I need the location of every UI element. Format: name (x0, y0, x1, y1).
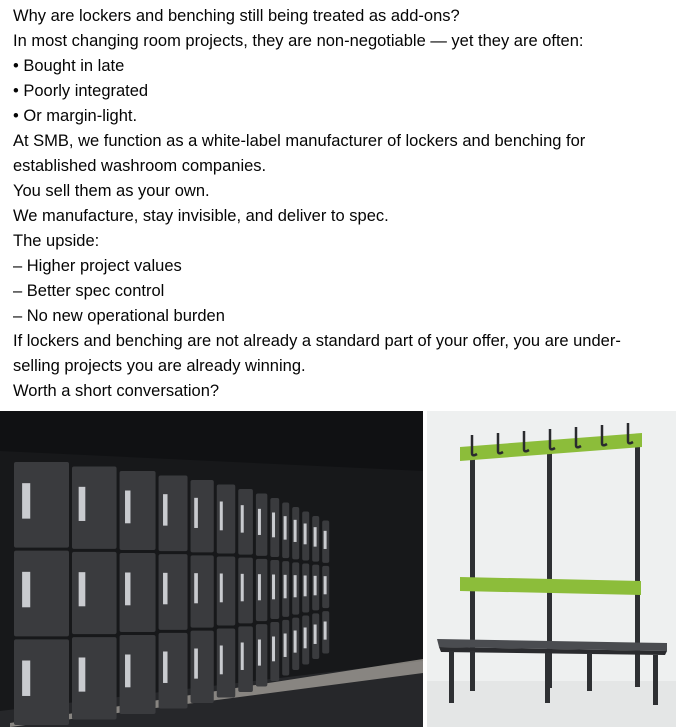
locker-door (191, 631, 214, 703)
keypad-lock (163, 652, 167, 683)
keypad-lock (220, 646, 223, 675)
locker-door (256, 559, 267, 621)
keypad-lock (163, 573, 167, 604)
keypad-lock (314, 625, 317, 644)
lockers-illustration (0, 411, 423, 727)
keypad-lock (125, 491, 130, 524)
keypad-lock (314, 527, 317, 546)
keypad-lock (79, 658, 86, 692)
locker-door (120, 553, 156, 632)
post-line: Why are lockers and benching still being treated as add-ons? (13, 7, 460, 25)
keypad-lock (324, 576, 327, 594)
locker-door (159, 554, 188, 630)
keypad-lock (258, 574, 261, 600)
keypad-lock (22, 572, 30, 607)
keypad-lock (125, 573, 130, 606)
keypad-lock (241, 643, 244, 670)
locker-door (217, 557, 236, 626)
locker-door (120, 635, 156, 714)
locker-door (217, 629, 236, 698)
keypad-lock (125, 655, 130, 688)
post-line: We manufacture, stay invisible, and deliver to spec. (13, 207, 389, 225)
keypad-lock (314, 576, 317, 595)
post-line: The upside: (13, 232, 100, 250)
post-line: – No new operational burden (13, 307, 225, 325)
keypad-lock (163, 494, 167, 525)
locker-door (238, 489, 253, 555)
keypad-lock (22, 483, 30, 518)
post-line: • Poorly integrated (13, 82, 149, 100)
locker-door (256, 494, 267, 556)
bench-photo[interactable] (427, 411, 676, 727)
post-line: Worth a short conversation? (13, 382, 220, 400)
keypad-lock (220, 502, 223, 531)
post-line: selling projects you are already winning. (13, 357, 306, 375)
post-line: • Or margin-light. (13, 107, 138, 125)
keypad-lock (220, 574, 223, 603)
keypad-lock (194, 649, 198, 679)
locker-door (238, 626, 253, 692)
post-text (13, 4, 668, 404)
keypad-lock (272, 575, 275, 600)
keypad-lock (284, 516, 287, 539)
locker-door (256, 624, 267, 686)
keypad-lock (241, 574, 244, 601)
keypad-lock (324, 622, 327, 640)
keypad-lock (284, 634, 287, 657)
keypad-lock (294, 631, 297, 653)
keypad-lock (79, 572, 86, 606)
locker-door (191, 555, 214, 627)
keypad-lock (241, 505, 244, 532)
keypad-lock (304, 524, 307, 545)
keypad-lock (194, 498, 198, 528)
locker-door (191, 480, 214, 552)
keypad-lock (22, 661, 30, 696)
keypad-lock (194, 573, 198, 603)
locker-door (120, 471, 156, 550)
keypad-lock (304, 576, 307, 597)
lockers-photo[interactable] (0, 411, 423, 727)
keypad-lock (294, 575, 297, 597)
post-media-gallery (0, 411, 676, 727)
post-line: established washroom companies. (13, 157, 267, 175)
locker-door (159, 633, 188, 709)
locker-door (159, 476, 188, 552)
post-line: You sell them as your own. (13, 182, 210, 200)
locker-door (238, 558, 253, 624)
keypad-lock (79, 487, 86, 521)
locker-door (217, 485, 236, 554)
keypad-lock (294, 520, 297, 542)
keypad-lock (304, 628, 307, 649)
post-line: In most changing room projects, they are non-negotiable — yet they are often: (13, 32, 584, 50)
keypad-lock (258, 509, 261, 535)
post-line: At SMB, we function as a white-label manufacturer of lockers and benching for (13, 132, 586, 150)
post-line: • Bought in late (13, 57, 125, 75)
keypad-lock (324, 531, 327, 549)
keypad-lock (284, 575, 287, 598)
keypad-lock (272, 637, 275, 662)
post-line: If lockers and benching are not already a standard part of your offer, you are under- (13, 332, 621, 350)
bench-illustration (427, 411, 676, 727)
keypad-lock (272, 513, 275, 538)
post-line: – Higher project values (13, 257, 182, 275)
keypad-lock (258, 640, 261, 666)
post-line: – Better spec control (13, 282, 165, 300)
